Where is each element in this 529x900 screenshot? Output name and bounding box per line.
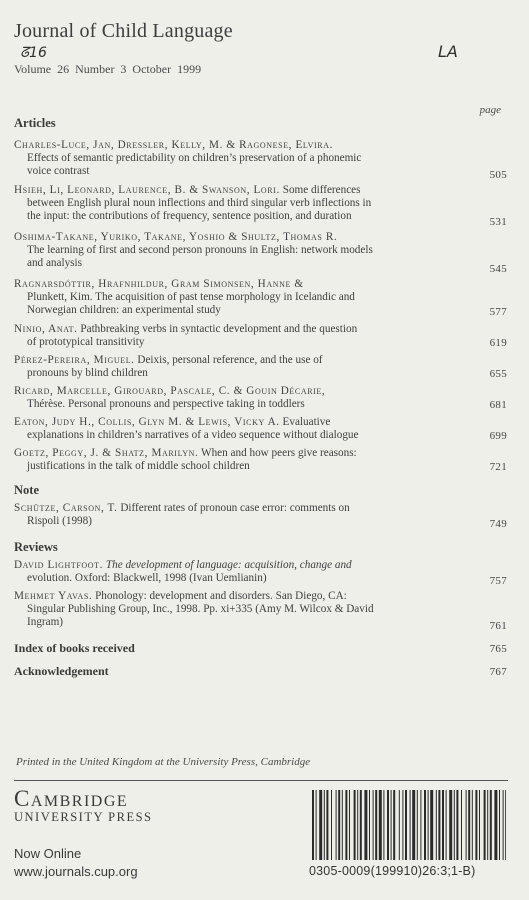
page-number: 749 <box>489 518 507 530</box>
note-title-line: Rispoli (1998) <box>27 515 92 527</box>
article-title-start: Pathbreaking verbs in syntactic development and the question <box>77 323 358 335</box>
review-entry <box>14 559 462 585</box>
review-title-line: Singular Publishing Group, Inc., 1998. Pp. xi+335 (Amy M. Wilcox & David <box>27 603 374 615</box>
volume-issue-line: Volume 26 Number 3 October 1999 <box>14 62 202 76</box>
page-number: 765 <box>489 643 507 655</box>
page-number: 681 <box>489 399 507 411</box>
article-authors: Ninio, Anat. <box>14 323 78 335</box>
article-title-start: Evaluative <box>279 416 331 428</box>
barcode <box>312 790 506 860</box>
page-number: 757 <box>489 575 507 587</box>
article-authors: Goetz, Peggy, J. & Shatz, Marilyn. <box>14 447 199 459</box>
review-entry <box>14 590 462 629</box>
review-title-line: evolution. Oxford: Blackwell, 1998 (Ivan Uemlianin) <box>27 572 267 584</box>
printed-in-line: Printed in the United Kingdom at the University Press, Cambridge <box>16 756 311 768</box>
article-title-line: Thérèse. Personal pronouns and perspective taking in toddlers <box>27 398 305 410</box>
article-entry <box>14 323 462 349</box>
article-authors: Ricard, Marcelle, Girouard, Pascale, C. & Gouin Décarie, <box>14 385 326 397</box>
page-number: 531 <box>489 216 507 228</box>
article-title-line: between English plural noun inflections and third singular verb inflections in <box>27 197 372 209</box>
article-title-line: explanations in children’s narratives of a video sequence without dialogue <box>27 429 359 441</box>
article-entry <box>14 447 462 473</box>
page-number: 721 <box>489 461 507 473</box>
page-number: 619 <box>489 337 507 349</box>
article-title-line: pronouns by blind children <box>27 367 148 379</box>
section-heading-reviews: Reviews <box>14 540 58 554</box>
article-authors: Charles-Luce, Jan, Dressler, Kelly, M. & Ragonese, Elvira. <box>14 139 334 151</box>
article-authors: Oshima-Takane, Yuriko, Takane, Yoshio & Shultz, Thomas R. <box>14 231 338 243</box>
publisher-logo-line2: UNIVERSITY PRESS <box>14 810 153 824</box>
now-online-label: Now Online <box>14 846 82 861</box>
article-entry <box>14 278 462 317</box>
article-authors: Hsieh, Li, Leonard, Laurence, B. & Swanson, Lori. <box>14 184 280 196</box>
journal-title: Journal of Child Language <box>14 20 233 42</box>
article-title-line: Effects of semantic predictability on children’s preservation of a phonemic <box>27 152 362 164</box>
article-title-line: The learning of first and second person pronouns in English: network models <box>27 244 373 256</box>
page-number: 577 <box>489 306 507 318</box>
article-title-start: Deixis, personal reference, and the use of <box>134 354 323 366</box>
article-entry <box>14 231 462 270</box>
note-title-start: Different rates of pronoun case error: comments on <box>117 502 350 514</box>
footer-divider <box>14 780 508 781</box>
review-title-start: Phonology: development and disorders. San Diego, CA: <box>92 590 347 602</box>
acknowledgement-heading: Acknowledgement <box>14 664 109 678</box>
article-entry <box>14 354 462 380</box>
article-title-line: Norwegian children: an experimental study <box>27 304 221 316</box>
article-title-line: of prototypical transitivity <box>27 336 145 348</box>
page-number: 655 <box>489 368 507 380</box>
article-title-line: justifications in the talk of middle school children <box>27 460 250 472</box>
article-entry <box>14 385 462 411</box>
article-entry <box>14 184 462 223</box>
article-entry <box>14 416 462 442</box>
article-title-line: Plunkett, Kim. The acquisition of past tense morphology in Icelandic and <box>27 291 355 303</box>
publisher-logo-line1: Cambridge <box>14 786 129 811</box>
article-entry <box>14 139 462 178</box>
review-author: Mehmet Yavas. <box>14 590 93 602</box>
article-title-start: Some differences <box>279 184 361 196</box>
article-authors: Eaton, Judy H., Collis, Glyn M. & Lewis, Vicky A. <box>14 416 280 428</box>
review-author: David Lightfoot. <box>14 559 104 571</box>
page-number: 505 <box>489 169 507 181</box>
article-authors: Ragnarsdóttir, Hrafnhildur, Gram Simonsen, Hanne & <box>14 278 304 290</box>
note-entry <box>14 502 462 528</box>
index-of-books-heading: Index of books received <box>14 641 135 655</box>
page-number: 767 <box>489 666 507 678</box>
handwritten-note-right: LA <box>438 42 458 61</box>
review-title-start: The development of language: acquisition, change and <box>103 559 352 571</box>
article-title-start: When and how peers give reasons: <box>198 447 357 459</box>
page-column-heading: page <box>479 104 501 116</box>
article-title-line: and analysis <box>27 257 82 269</box>
note-authors: Schütze, Carson, T. <box>14 502 118 514</box>
section-heading-articles: Articles <box>14 116 56 130</box>
article-authors: Pérez-Pereira, Miguel. <box>14 354 135 366</box>
section-heading-note: Note <box>14 483 39 497</box>
page-number: 545 <box>489 263 507 275</box>
article-title-line: the input: the contributions of frequency, sentence position, and duration <box>27 210 352 222</box>
barcode-number: 0305-0009(199910)26:3;1-B) <box>309 864 476 878</box>
website-url: www.journals.cup.org <box>14 864 138 879</box>
page-number: 699 <box>489 430 507 442</box>
article-title-line: voice contrast <box>27 165 90 177</box>
review-title-line: Ingram) <box>27 616 64 628</box>
page-number: 761 <box>489 620 507 632</box>
handwritten-note-left: ᘔ16 <box>20 45 47 61</box>
